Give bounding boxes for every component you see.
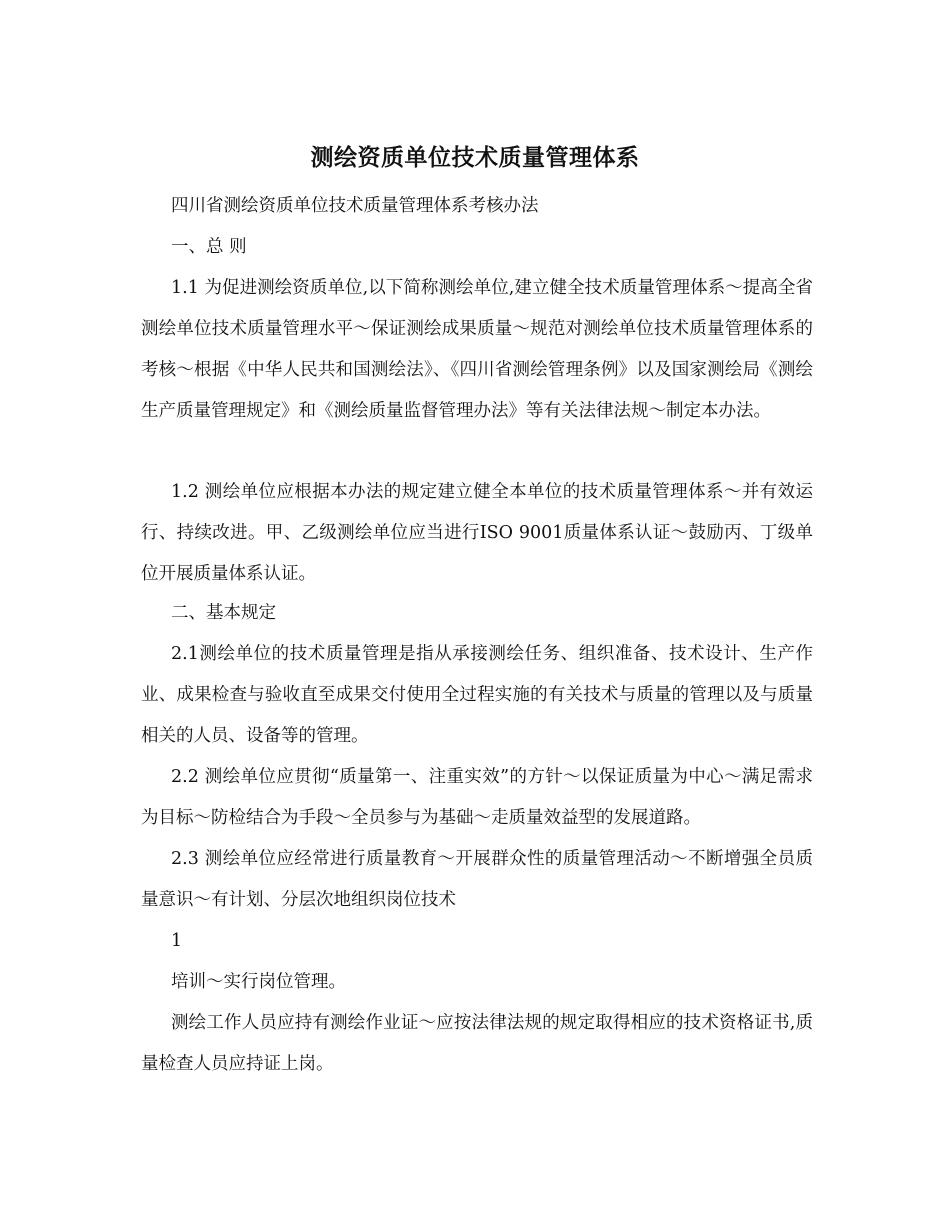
paragraph-2-1: 2.1测绘单位的技术质量管理是指从承接测绘任务、组织准备、技术设计、生产作业、成果检查与验收直至成果交付使用全过程实施的有关技术与质量的管理以及与质量相关的人员、设备等的管理。: [141, 644, 813, 746]
paragraph-2-2: 2.2 测绘单位应贯彻“质量第一、注重实效”的方针～以保证质量为中心～满足需求为目标～防检结合为手段～全员参与为基础～走质量效益型的发展道路。: [141, 767, 813, 828]
paragraph-1-2: 1.2 测绘单位应根据本办法的规定建立健全本单位的技术质量管理体系～并有效运行、持续改进。甲、乙级测绘单位应当进行ISO 9001质量体系认证～鼓励丙、丁级单位开展质量体系认证。: [141, 482, 813, 584]
subtitle-paragraph: 四川省测绘资质单位技术质量管理体系考核办法: [171, 196, 539, 216]
document-title: 测绘资质单位技术质量管理体系: [310, 144, 640, 171]
paragraph-training: 培训～实行岗位管理。: [171, 972, 346, 992]
paragraph-2-3: 2.3 测绘单位应经常进行质量教育～开展群众性的质量管理活动～不断增强全员质量意识～有计划、分层次地组织岗位技术: [141, 849, 813, 910]
section-heading-general: 一、总 则: [171, 237, 247, 257]
page-number: 1: [171, 931, 183, 951]
paragraph-1-1: 1.1 为促进测绘资质单位,以下简称测绘单位,建立健全技术质量管理体系～提高全省测绘单位技术质量管理水平～保证测绘成果质量～规范对测绘单位技术质量管理体系的考核～根据《中华人民共和国测绘法》、《四川省测绘管理条例》以及国家测绘局《测绘生产质量管理规定》和《测绘质量监督管理办法》等有关法律法规～制定本办法。: [141, 278, 813, 421]
paragraph-certification: 测绘工作人员应持有测绘作业证～应按法律法规的规定取得相应的技术资格证书,质量检查人员应持证上岗。: [141, 1013, 813, 1074]
section-heading-basic-rules: 二、基本规定: [171, 603, 276, 623]
